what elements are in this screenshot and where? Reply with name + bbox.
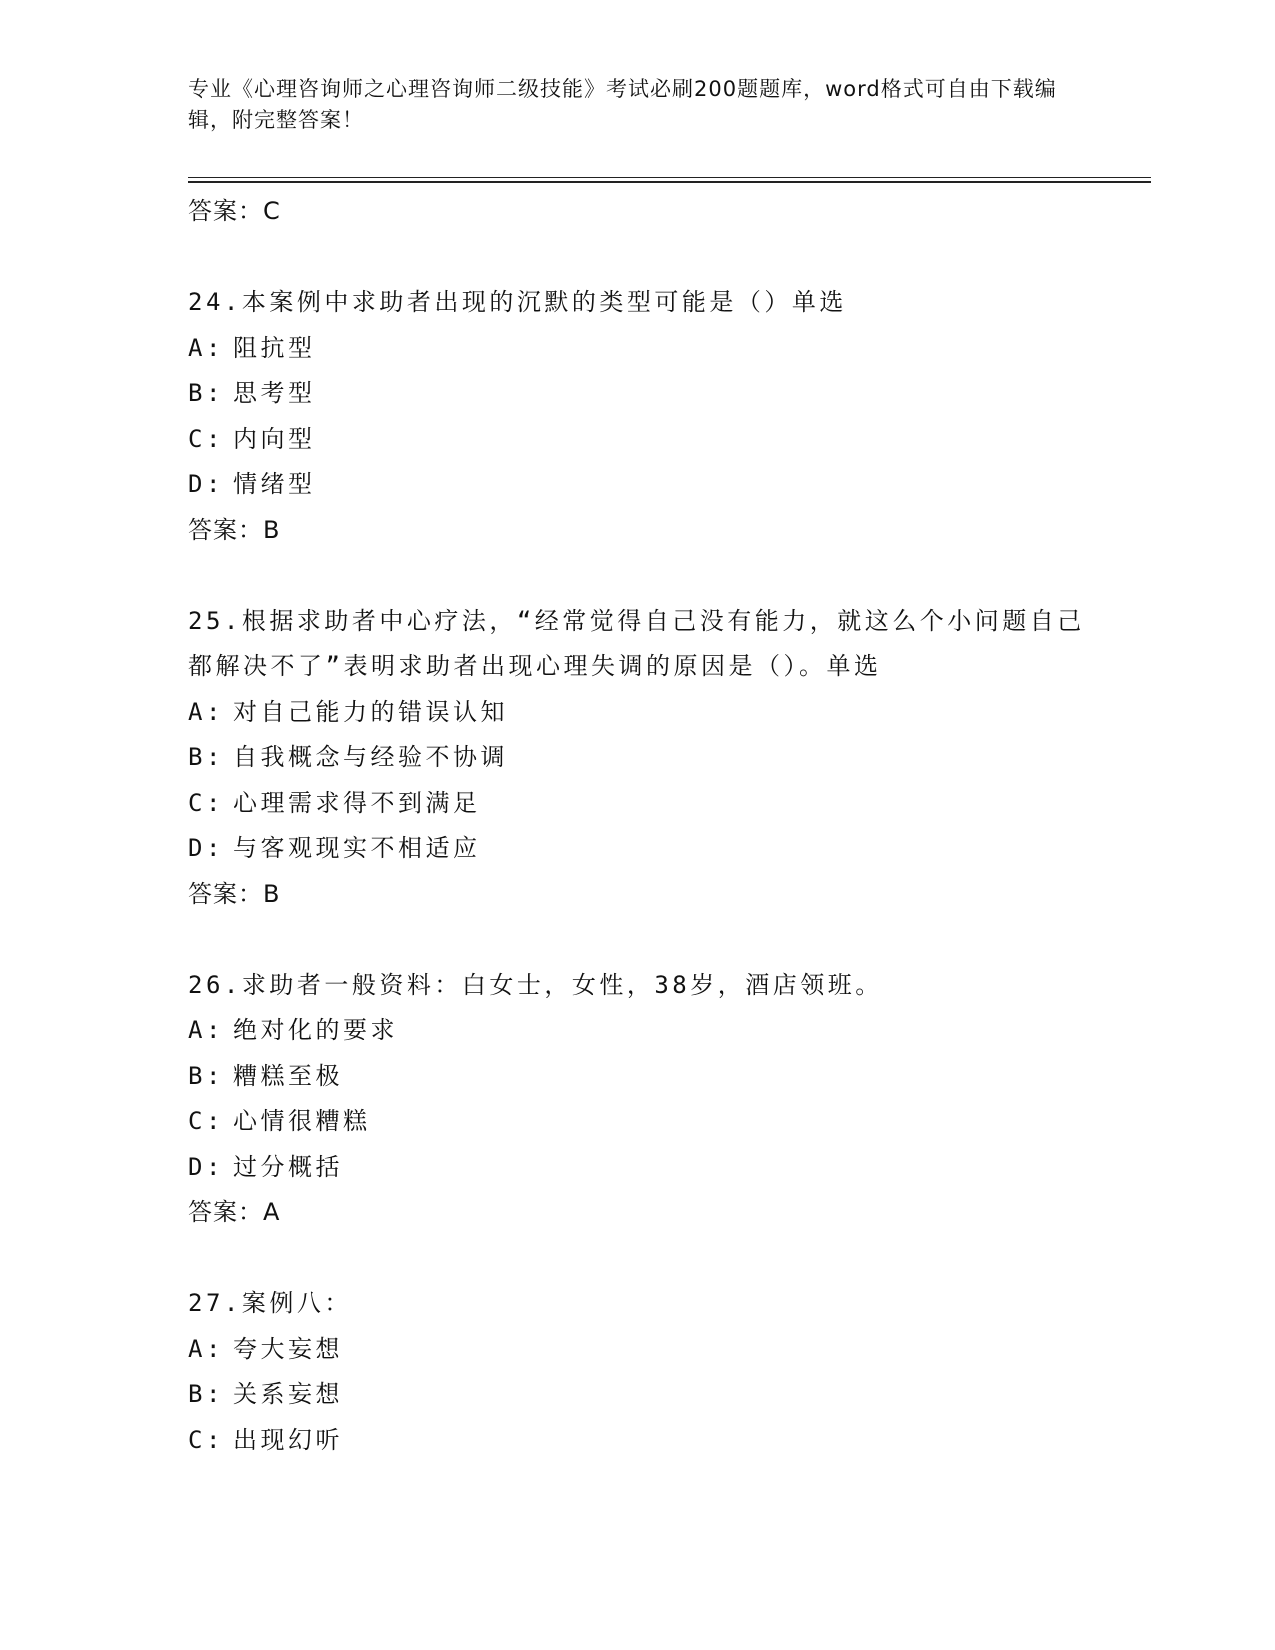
option-label: C: — [188, 1425, 224, 1454]
option-text: 心情很糟糕 — [233, 1107, 371, 1135]
option-label: D: — [188, 1152, 224, 1181]
option-text: 糟糕至极 — [233, 1061, 343, 1090]
option-text: 内向型 — [233, 424, 316, 453]
option-label: A: — [188, 1016, 224, 1044]
option-label: C: — [188, 788, 224, 817]
document-header — [188, 74, 1068, 136]
option-text: 思考型 — [233, 379, 316, 407]
option-a — [188, 326, 1148, 372]
option-label: C: — [188, 424, 224, 453]
option-a — [188, 1008, 1148, 1054]
option-text: 情绪型 — [233, 470, 316, 498]
option-c — [188, 1099, 1148, 1145]
spacer — [188, 234, 1148, 280]
question-text: 求助者一般资料：白女士，女性，38岁，酒店领班。 — [241, 970, 883, 999]
option-text: 绝对化的要求 — [233, 1016, 398, 1044]
option-label: B: — [188, 1380, 224, 1408]
option-text: 出现幻听 — [233, 1425, 343, 1454]
option-label: D: — [188, 470, 224, 498]
answer-line: 答案：B — [188, 515, 281, 544]
option-b — [188, 735, 1148, 781]
question-26 — [188, 963, 1148, 1236]
answer-line: 答案：C — [188, 197, 281, 225]
question-27 — [188, 1281, 1148, 1463]
header-text: 专业《心理咨询师之心理咨询师二级技能》考试必刷200题题库，word格式可自由下载编辑，附完整答案！ — [188, 77, 1057, 132]
question-stem — [188, 1281, 1088, 1327]
question-text: 本案例中求助者出现的沉默的类型可能是（）单选 — [241, 288, 847, 316]
question-number: 26. — [188, 970, 242, 999]
option-label: D: — [188, 834, 224, 862]
option-text: 与客观现实不相适应 — [233, 834, 481, 862]
option-text: 自我概念与经验不协调 — [233, 743, 508, 771]
option-text: 关系妄想 — [233, 1380, 343, 1408]
option-c — [188, 1418, 1148, 1464]
question-text: 根据求助者中心疗法，“经常觉得自己没有能力，就这么个小问题自己都解决不了”表明求助者出现心理失调的原因是（）。单选 — [188, 606, 1085, 680]
question-number: 27. — [188, 1289, 242, 1317]
question-stem — [188, 280, 1088, 326]
question-list — [188, 189, 1148, 1463]
option-text: 过分概括 — [233, 1152, 343, 1181]
question-stem — [188, 599, 1088, 690]
option-label: A: — [188, 1334, 224, 1363]
option-c — [188, 781, 1148, 827]
option-d — [188, 1145, 1148, 1191]
question-24 — [188, 280, 1148, 553]
option-a — [188, 690, 1148, 736]
spacer — [188, 1235, 1148, 1281]
option-label: A: — [188, 697, 224, 726]
question-number: 25. — [188, 606, 242, 635]
option-d — [188, 462, 1148, 508]
option-b — [188, 1054, 1148, 1100]
option-b — [188, 371, 1148, 417]
question-text: 案例八： — [241, 1289, 352, 1317]
option-label: B: — [188, 1061, 224, 1090]
spacer — [188, 917, 1148, 963]
answer-line: 答案：A — [188, 1198, 281, 1226]
option-label: C: — [188, 1107, 224, 1135]
question-stem — [188, 963, 1088, 1009]
answer-line: 答案：B — [188, 879, 281, 908]
option-b — [188, 1372, 1148, 1418]
header-divider — [188, 177, 1151, 183]
option-a — [188, 1327, 1148, 1373]
spacer — [188, 553, 1148, 599]
option-text: 对自己能力的错误认知 — [233, 697, 508, 726]
option-label: B: — [188, 379, 224, 407]
option-text: 夸大妄想 — [233, 1334, 343, 1363]
option-text: 心理需求得不到满足 — [233, 788, 481, 817]
question-25 — [188, 599, 1148, 917]
option-label: A: — [188, 333, 224, 362]
option-label: B: — [188, 743, 224, 771]
question-number: 24. — [188, 288, 242, 316]
option-c — [188, 417, 1148, 463]
option-text: 阻抗型 — [233, 333, 316, 362]
option-d — [188, 826, 1148, 872]
